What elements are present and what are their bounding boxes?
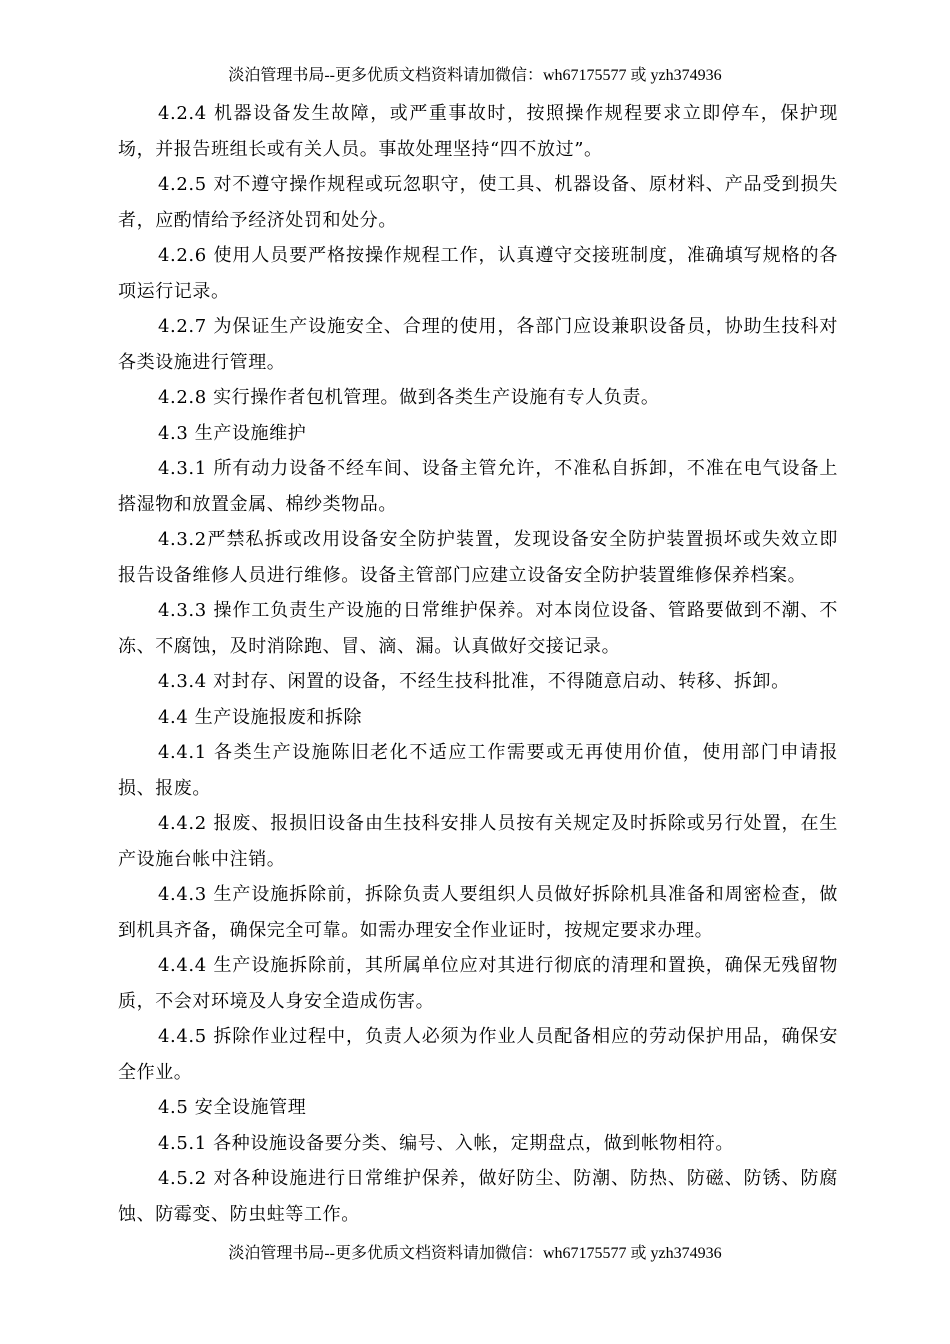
paragraph: 4.3.3 操作工负责生产设施的日常维护保养。对本岗位设备、管路要做到不潮、不冻、不腐蚀，及时消除跑、冒、滴、漏。认真做好交接记录。 xyxy=(118,600,838,657)
paragraph: 4.2.5 对不遵守操作规程或玩忽职守，使工具、机器设备、原材料、产品受到损失者，应酌情给予经济处罚和处分。 xyxy=(118,174,838,231)
paragraph: 4.4.2 报废、报损旧设备由生技科安排人员按有关规定及时拆除或另行处置，在生产设施台帐中注销。 xyxy=(118,813,838,870)
section-heading: 4.4 生产设施报废和拆除 xyxy=(158,706,363,728)
paragraph: 4.5.1 各种设施设备要分类、编号、入帐，定期盘点，做到帐物相符。 xyxy=(158,1132,734,1154)
section-heading: 4.5 安全设施管理 xyxy=(158,1097,307,1118)
paragraph: 4.2.8 实行操作者包机管理。做到各类生产设施有专人负责。 xyxy=(158,387,660,408)
paragraph: 4.2.7 为保证生产设施安全、合理的使用，各部门应设兼职设备员，协助生技科对各类设施进行管理。 xyxy=(118,316,838,373)
paragraph: 4.4.5 拆除作业过程中，负责人必须为作业人员配备相应的劳动保护用品，确保安全作业。 xyxy=(118,1026,838,1083)
paragraph: 4.3.2严禁私拆或改用设备安全防护装置，发现设备安全防护装置损坏或失效立即报告设备维修人员进行维修。设备主管部门应建立设备安全防护装置维修保养档案。 xyxy=(118,529,838,586)
page-footer: 淡泊管理书局--更多优质文档资料请加微信：wh67175577 或 yzh374936 xyxy=(228,1245,722,1262)
document-body xyxy=(118,96,838,1232)
paragraph: 4.3.4 对封存、闲置的设备，不经生技科批准，不得随意启动、转移、拆卸。 xyxy=(158,671,790,692)
paragraph: 4.2.4 机器设备发生故障，或严重事故时，按照操作规程要求立即停车，保护现场，并报告班组长或有关人员。事故处理坚持“四不放过”。 xyxy=(118,103,838,160)
paragraph: 4.4.1 各类生产设施陈旧老化不适应工作需要或无再使用价值，使用部门申请报损、报废。 xyxy=(118,742,838,799)
paragraph: 4.4.3 生产设施拆除前，拆除负责人要组织人员做好拆除机具准备和周密检查，做到机具齐备，确保完全可靠。如需办理安全作业证时，按规定要求办理。 xyxy=(118,884,838,941)
page-header: 淡泊管理书局--更多优质文档资料请加微信：wh67175577 或 yzh374936 xyxy=(228,67,722,84)
paragraph: 4.3.1 所有动力设备不经车间、设备主管允许，不准私自拆卸，不准在电气设备上搭湿物和放置金属、棉纱类物品。 xyxy=(118,458,838,515)
paragraph: 4.2.6 使用人员要严格按操作规程工作，认真遵守交接班制度，准确填写规格的各项运行记录。 xyxy=(118,245,838,302)
section-heading: 4.3 生产设施维护 xyxy=(158,422,307,444)
paragraph: 4.5.2 对各种设施进行日常维护保养，做好防尘、防潮、防热、防磁、防锈、防腐蚀、防霉变、防虫蛀等工作。 xyxy=(118,1168,838,1225)
paragraph: 4.4.4 生产设施拆除前，其所属单位应对其进行彻底的清理和置换，确保无残留物质，不会对环境及人身安全造成伤害。 xyxy=(118,955,838,1012)
